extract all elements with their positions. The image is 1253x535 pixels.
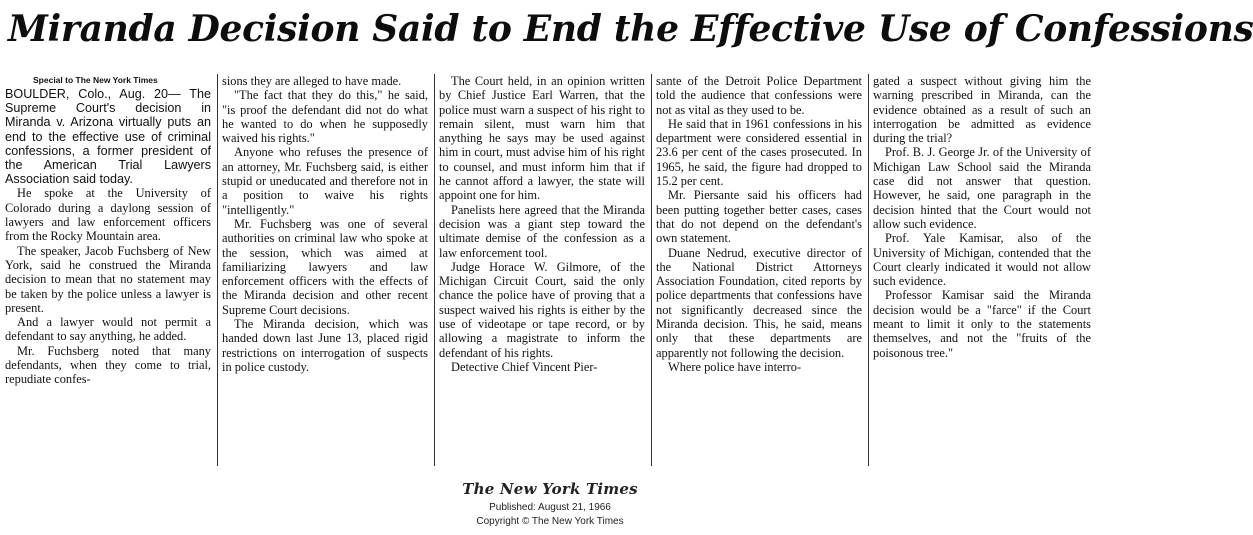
paragraph: Duane Nedrud, executive director of the National District Attorneys Association Foundation, cited reports by police departments that confessions have not significantly decreased since the Miranda decision. This, he said, means only that these departments are apparently not following the decision. bbox=[656, 245, 862, 360]
column-rule bbox=[651, 74, 652, 466]
column-3 bbox=[439, 74, 645, 470]
paragraph: Panelists here agreed that the Miranda decision was a giant step toward the ultimate demise of the confession as a law enforcement tool. bbox=[439, 202, 645, 260]
paragraph: The speaker, Jacob Fuchsberg of New York, said he construed the Miranda decision to mean that no statement may be taken by the police unless a lawyer is present. bbox=[5, 243, 211, 315]
column-rule bbox=[868, 74, 869, 466]
paragraph: Mr. Fuchsberg was one of several authorities on criminal law who spoke at the session, which was aimed at familiarizing lawyers and law enforcement officers with the effects of the Miranda decision and other recent Supreme Court decisions. bbox=[222, 216, 428, 317]
paragraph: gated a suspect without giving him the warning prescribed in Miranda, can the evidence obtained as a result of such an interrogation be admitted as evidence during the trial? bbox=[873, 74, 1091, 146]
paragraph: sante of the Detroit Police Department told the audience that confessions were not as vital as they used to be. bbox=[656, 74, 862, 117]
paragraph: He spoke at the University of Colorado during a daylong session of lawyers and law enforcement officers from the Rocky Mountain area. bbox=[5, 186, 211, 244]
paragraph: The Court held, in an opinion written by Chief Justice Earl Warren, that the police must warn a suspect of his right to remain silent, must warn him that anything he says may be used against him in court, must advise him of his right to counsel, and must inform him that if he cannot afford a lawyer, the state will appoint one for him. bbox=[439, 74, 645, 203]
paragraph: Judge Horace W. Gilmore, of the Michigan Circuit Court, said the only chance the police have of proving that a suspect waived his rights is either by the use of videotape or tape record, or by allowing a magistrate to inform the defendant of his rights. bbox=[439, 259, 645, 360]
column-rule bbox=[434, 74, 435, 466]
column-2 bbox=[222, 74, 428, 470]
paragraph: Anyone who refuses the presence of an attorney, Mr. Fuchsberg said, is either stupid or uneducated and therefore not in a position to waive his rights "intelligently." bbox=[222, 145, 428, 217]
byline: Special to The New York Times bbox=[33, 75, 158, 85]
paragraph: Mr. Fuchsberg noted that many defendants, when they come to trial, repudiate confes- bbox=[5, 343, 211, 387]
paragraph: He said that in 1961 confessions in his department were considered essential in 23.6 per cent of the cases prosecuted. In 1965, he said, the figure had dropped to 15.2 per cent. bbox=[656, 116, 862, 189]
headline: Miranda Decision Said to End the Effective Use of Confessions bbox=[8, 8, 1253, 50]
paragraph: And a lawyer would not permit a defendant to say anything, he added. bbox=[5, 315, 211, 344]
column-rule bbox=[217, 74, 218, 466]
column-4 bbox=[656, 74, 862, 470]
published-date: Published: August 21, 1966 bbox=[489, 502, 611, 513]
paragraph: Where police have interro- bbox=[668, 359, 802, 374]
nyt-masthead-logo: The New York Times bbox=[462, 480, 638, 498]
paragraph: "The fact that they do this," he said, "is proof the defendant did not do what he wanted to do when he supposedly waived his rights." bbox=[222, 88, 428, 146]
paragraph: BOULDER, Colo., Aug. 20— The Supreme Court's decision in Miranda v. Arizona virtually puts an end to the effective use of criminal confessions, a former president of the American Trial Lawyers Association said today. bbox=[5, 87, 211, 187]
paragraph: Professor Kamisar said the Miranda decision would be a "farce" if the Court meant to limit it only to the statements themselves, and not the "fruits of the poisonous tree." bbox=[873, 288, 1091, 360]
paragraph: sions they are alleged to have made. bbox=[222, 74, 402, 88]
paragraph: The Miranda decision, which was handed down last June 13, placed rigid restrictions on interrogation of suspects in police custody. bbox=[222, 317, 428, 374]
copyright-notice: Copyright © The New York Times bbox=[476, 516, 624, 527]
paragraph: Prof. B. J. George Jr. of the University of Michigan Law School said the Miranda case did not answer that question. However, he said, one paragraph in the decision hinted that the Court would not allow such evidence. bbox=[873, 145, 1091, 231]
paragraph: Detective Chief Vincent Pier- bbox=[451, 359, 598, 374]
paragraph: Prof. Yale Kamisar, also of the University of Michigan, contended that the Court clearly indicated it would not allow such evidence. bbox=[873, 231, 1091, 289]
column-1 bbox=[5, 74, 211, 470]
column-5 bbox=[873, 74, 1091, 470]
paragraph: Mr. Piersante said his officers had been putting together better cases, cases that do not depend on the defendant's own statement. bbox=[656, 188, 862, 246]
